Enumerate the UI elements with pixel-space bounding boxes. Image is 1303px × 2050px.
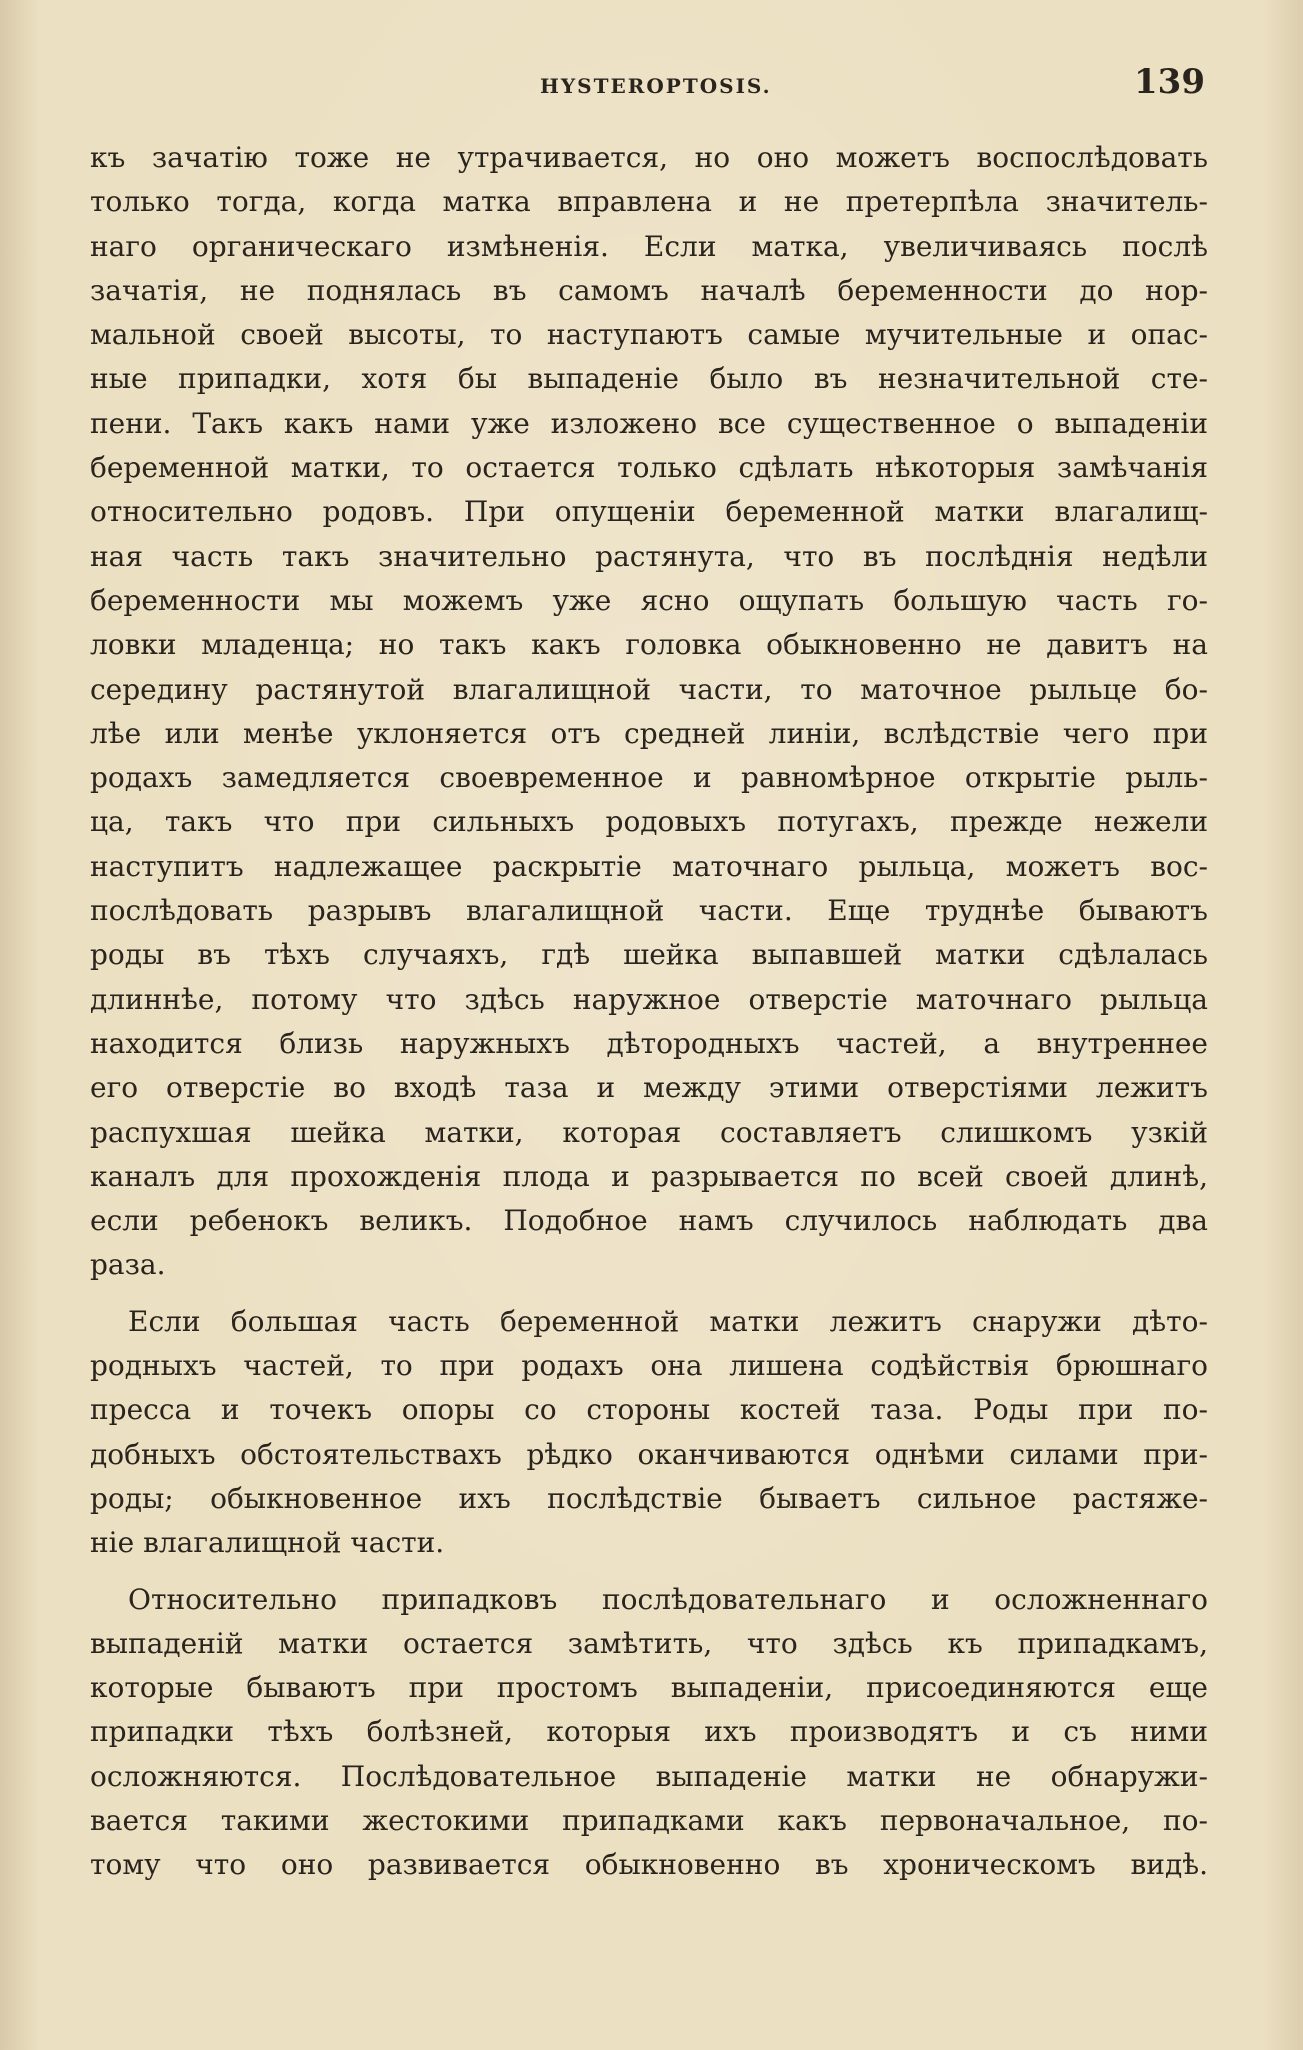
text-line: зачатія, не поднялась въ самомъ началѣ беременности до нор- <box>90 273 1208 307</box>
paragraph <box>90 136 1208 1288</box>
text-line: тому что оно развивается обыкновенно въ хроническомъ видѣ. <box>90 1848 1208 1882</box>
text-line: пресса и точекъ опоры со стороны костей таза. Роды при по- <box>90 1393 1208 1427</box>
text-line: ные припадки, хотя бы выпаденіе было въ незначительной сте- <box>90 362 1208 396</box>
body-text <box>90 136 1208 1888</box>
text-line: находится близь наружныхъ дѣтородныхъ частей, а внутреннее <box>90 1026 1208 1060</box>
text-line: беременной матки, то остается только сдѣлать нѣкоторыя замѣчанія <box>90 451 1208 485</box>
text-line: родахъ замедляется своевременное и равномѣрное открытіе рыль- <box>90 761 1208 795</box>
text-line: припадки тѣхъ болѣзней, которыя ихъ производятъ и съ ними <box>90 1715 1208 1749</box>
page-number: 139 <box>1134 62 1205 102</box>
text-line: относительно родовъ. При опущеніи беременной матки влагалищ- <box>90 495 1208 529</box>
text-line: къ зачатію тоже не утрачивается, но оно можетъ воспослѣдовать <box>90 141 1208 174</box>
page-header <box>0 62 1303 112</box>
paragraph <box>90 1578 1208 1888</box>
text-line: добныхъ обстоятельствахъ рѣдко оканчиваются однѣми силами при- <box>90 1437 1208 1471</box>
text-line: беременности мы можемъ уже ясно ощупать большую часть го- <box>90 583 1208 617</box>
text-line: наступитъ надлежащее раскрытіе маточнаго рыльца, можетъ вос- <box>90 849 1208 883</box>
text-line: если ребенокъ великъ. Подобное намъ случилось наблюдать два <box>90 1204 1208 1238</box>
paragraph-gap <box>90 1566 1208 1578</box>
text-line: которые бываютъ при простомъ выпаденіи, присоединяются еще <box>90 1671 1208 1705</box>
text-line: раза. <box>90 1248 166 1282</box>
text-line: длиннѣе, потому что здѣсь наружное отверстіе маточнаго рыльца <box>90 982 1208 1016</box>
text-line: послѣдовать разрывъ влагалищной части. Еще труднѣе бываютъ <box>90 894 1208 928</box>
text-line: родныхъ частей, то при родахъ она лишена содѣйствія брюшнаго <box>90 1349 1208 1383</box>
paragraph <box>90 1300 1208 1566</box>
text-line: Относительно припадковъ послѣдовательнаго и осложненнаго <box>128 1582 1208 1616</box>
text-line: выпаденій матки остается замѣтить, что здѣсь къ припадкамъ, <box>90 1626 1208 1660</box>
text-line: мальной своей высоты, то наступаютъ самые мучительные и опас- <box>90 318 1208 352</box>
text-line: роды въ тѣхъ случаяхъ, гдѣ шейка выпавшей матки сдѣлалась <box>90 938 1208 972</box>
text-line: роды; обыкновенное ихъ послѣдствіе бываетъ сильное растяже- <box>90 1481 1208 1515</box>
text-line: лѣе или менѣе уклоняется отъ средней линіи, вслѣдствіе чего при <box>90 716 1208 750</box>
paragraph-gap <box>90 1288 1208 1300</box>
text-line: ніе влагалищной части. <box>90 1526 445 1560</box>
text-line: ловки младенца; но такъ какъ головка обыкновенно не давитъ на <box>90 628 1208 662</box>
text-line: ца, такъ что при сильныхъ родовыхъ потугахъ, прежде нежели <box>90 805 1208 839</box>
text-line: середину растянутой влагалищной части, то маточное рыльце бо- <box>90 672 1208 706</box>
text-line: вается такими жестокими припадками какъ первоначальное, по- <box>90 1803 1208 1837</box>
text-line: его отверстіе во входѣ таза и между этими отверстіями лежитъ <box>90 1071 1208 1105</box>
text-line: ная часть такъ значительно растянута, что въ послѣднія недѣли <box>90 539 1208 573</box>
text-line: наго органическаго измѣненія. Если матка, увеличиваясь послѣ <box>90 229 1208 263</box>
text-line: Если большая часть беременной матки лежитъ снаружи дѣто- <box>128 1304 1208 1338</box>
text-line: осложняются. Послѣдовательное выпаденіе матки не обнаружи- <box>90 1759 1208 1793</box>
text-line: распухшая шейка матки, которая составляетъ слишкомъ узкій <box>90 1115 1208 1149</box>
text-line: только тогда, когда матка вправлена и не претерпѣла значитель- <box>90 185 1208 219</box>
text-line: пени. Такъ какъ нами уже изложено все существенное о выпаденіи <box>90 406 1208 440</box>
running-head: HYSTEROPTOSIS. <box>540 74 772 98</box>
text-line: каналъ для прохожденія плода и разрывается по всей своей длинѣ, <box>90 1159 1208 1193</box>
